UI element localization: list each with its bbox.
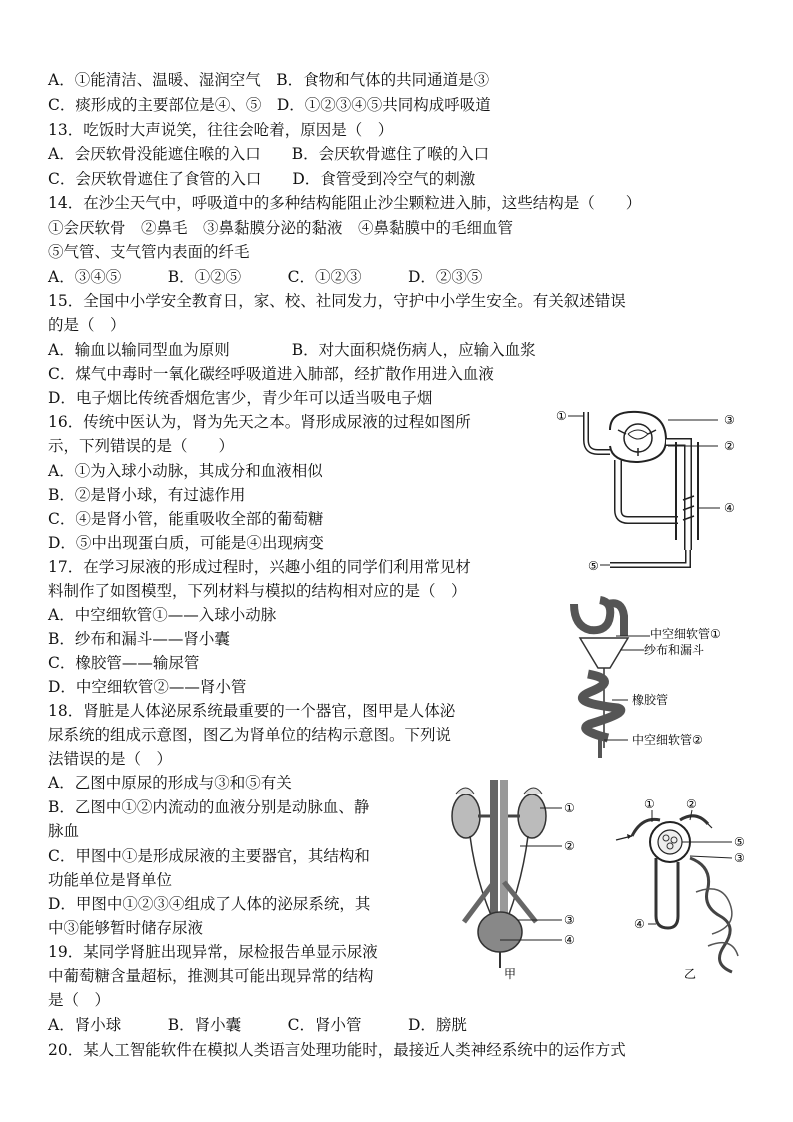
label-rubber-tube: 橡胶管 (632, 693, 669, 707)
text-line: 16．传统中医认为，肾为先天之本。肾形成尿液的过程如图所 (48, 413, 471, 431)
text-line: D．甲图中①②③④组成了人体的泌尿系统，其 (48, 895, 371, 913)
text-line: 料制作了如图模型，下列材料与模拟的结构相对应的是（ ） (48, 582, 467, 600)
label-3: ③ (564, 913, 575, 927)
text-line: B．纱布和漏斗——肾小囊 (48, 630, 230, 648)
label-2: ② (686, 797, 697, 811)
text-line: D．中空细软管②——肾小管 (48, 678, 247, 696)
text-line: 尿系统的组成示意图，图乙为肾单位的结构示意图。下列说 (48, 726, 452, 744)
text-line: A．①为入球小动脉，其成分和血液相似 (48, 462, 323, 480)
label-1: ① (564, 801, 575, 815)
text-line: A．①能清洁、温暖、湿润空气 B．食物和气体的共同通道是③ (48, 71, 490, 89)
text-line: A．输血以输同型血为原则 B．对大面积烧伤病人，应输入血浆 (48, 341, 536, 359)
text-line: C．橡胶管——输尿管 (48, 654, 200, 672)
label-2: ② (564, 839, 575, 853)
text-line: 是（ ） (48, 991, 111, 1009)
text-line: B．②是肾小球，有过滤作用 (48, 486, 246, 504)
label-1: ① (556, 409, 567, 423)
text-line: A．会厌软骨没能遮住喉的入口 B．会厌软骨遮住了喉的入口 (48, 145, 490, 163)
nephron-diagram-yi (612, 796, 762, 986)
text-line: 13．吃饭时大声说笑，往往会呛着，原因是（ ） (48, 121, 394, 139)
label-2: ② (724, 439, 735, 453)
urinary-system-diagram-jia (440, 772, 590, 982)
text-line: C．痰形成的主要部位是④、⑤ D．①②③④⑤共同构成呼吸道 (48, 96, 491, 114)
text-line: 功能单位是肾单位 (48, 871, 173, 889)
text-line: 的是（ ） (48, 316, 126, 334)
label-soft-tube-1: 中空细软管① (650, 627, 721, 641)
text-line: 中葡萄糖含量超标，推测其可能出现异常的结构 (48, 967, 374, 985)
nephron-model-q17 (560, 596, 780, 761)
label-3: ③ (734, 851, 745, 865)
text-line: A．肾小球 B．肾小囊 C．肾小管 D．膀胱 (48, 1016, 467, 1034)
text-line: A．③④⑤ B．①②⑤ C．①②③ D．②③⑤ (48, 268, 483, 286)
label-soft-tube-2: 中空细软管② (632, 733, 703, 747)
label-1: ① (644, 797, 655, 811)
caption-yi: 乙 (684, 967, 697, 981)
text-line: C．④是肾小管，能重吸收全部的葡萄糖 (48, 510, 324, 528)
text-line: D．电子烟比传统香烟危害少，青少年可以适当吸电子烟 (48, 389, 433, 407)
text-line: C．煤气中毒时一氧化碳经呼吸道进入肺部，经扩散作用进入血液 (48, 365, 494, 383)
nephron-diagram-q16 (548, 400, 748, 580)
label-gauze-funnel: 纱布和漏斗 (644, 643, 705, 657)
text-line: 脉血 (48, 822, 80, 840)
caption-jia: 甲 (504, 967, 517, 981)
text-line: A．乙图中原尿的形成与③和⑤有关 (48, 774, 292, 792)
text-line: ①会厌软骨 ②鼻毛 ③鼻黏膜分泌的黏液 ④鼻黏膜中的毛细血管 (48, 219, 514, 237)
label-4: ④ (564, 933, 575, 947)
text-line: B．乙图中①②内流动的血液分别是动脉血、静 (48, 798, 370, 816)
text-line: 法错误的是（ ） (48, 750, 173, 768)
text-line: 14．在沙尘天气中，呼吸道中的多种结构能阻止沙尘颗粒进入肺，这些结构是（ ） (48, 194, 642, 212)
text-line: ⑤气管、支气管内表面的纤毛 (48, 243, 250, 261)
text-line: C．会厌软骨遮住了食管的入口 D．食管受到冷空气的刺激 (48, 170, 476, 188)
label-4: ④ (634, 917, 645, 931)
label-3: ③ (724, 413, 735, 427)
text-line: 18．肾脏是人体泌尿系统最重要的一个器官，图甲是人体泌 (48, 702, 456, 720)
text-line: 20．某人工智能软件在模拟人类语言处理功能时，最接近人类神经系统中的运作方式 (48, 1041, 626, 1059)
label-5: ⑤ (734, 835, 745, 849)
text-line: 15．全国中小学安全教育日，家、校、社同发力，守护中小学生安全。有关叙述错误 (48, 292, 626, 310)
text-line: C．甲图中①是形成尿液的主要器官，其结构和 (48, 847, 370, 865)
text-line: 19．某同学肾脏出现异常，尿检报告单显示尿液 (48, 943, 378, 961)
text-line: A．中空细软管①——入球小动脉 (48, 606, 277, 624)
text-line: D．⑤中出现蛋白质，可能是④出现病变 (48, 534, 324, 552)
text-line: 17．在学习尿液的形成过程时，兴趣小组的同学们利用常见材 (48, 558, 471, 576)
label-4: ④ (724, 501, 735, 515)
text-line: 示，下列错误的是（ ） (48, 437, 235, 455)
label-5: ⑤ (588, 559, 599, 573)
text-line: 中③能够暂时储存尿液 (48, 919, 204, 937)
